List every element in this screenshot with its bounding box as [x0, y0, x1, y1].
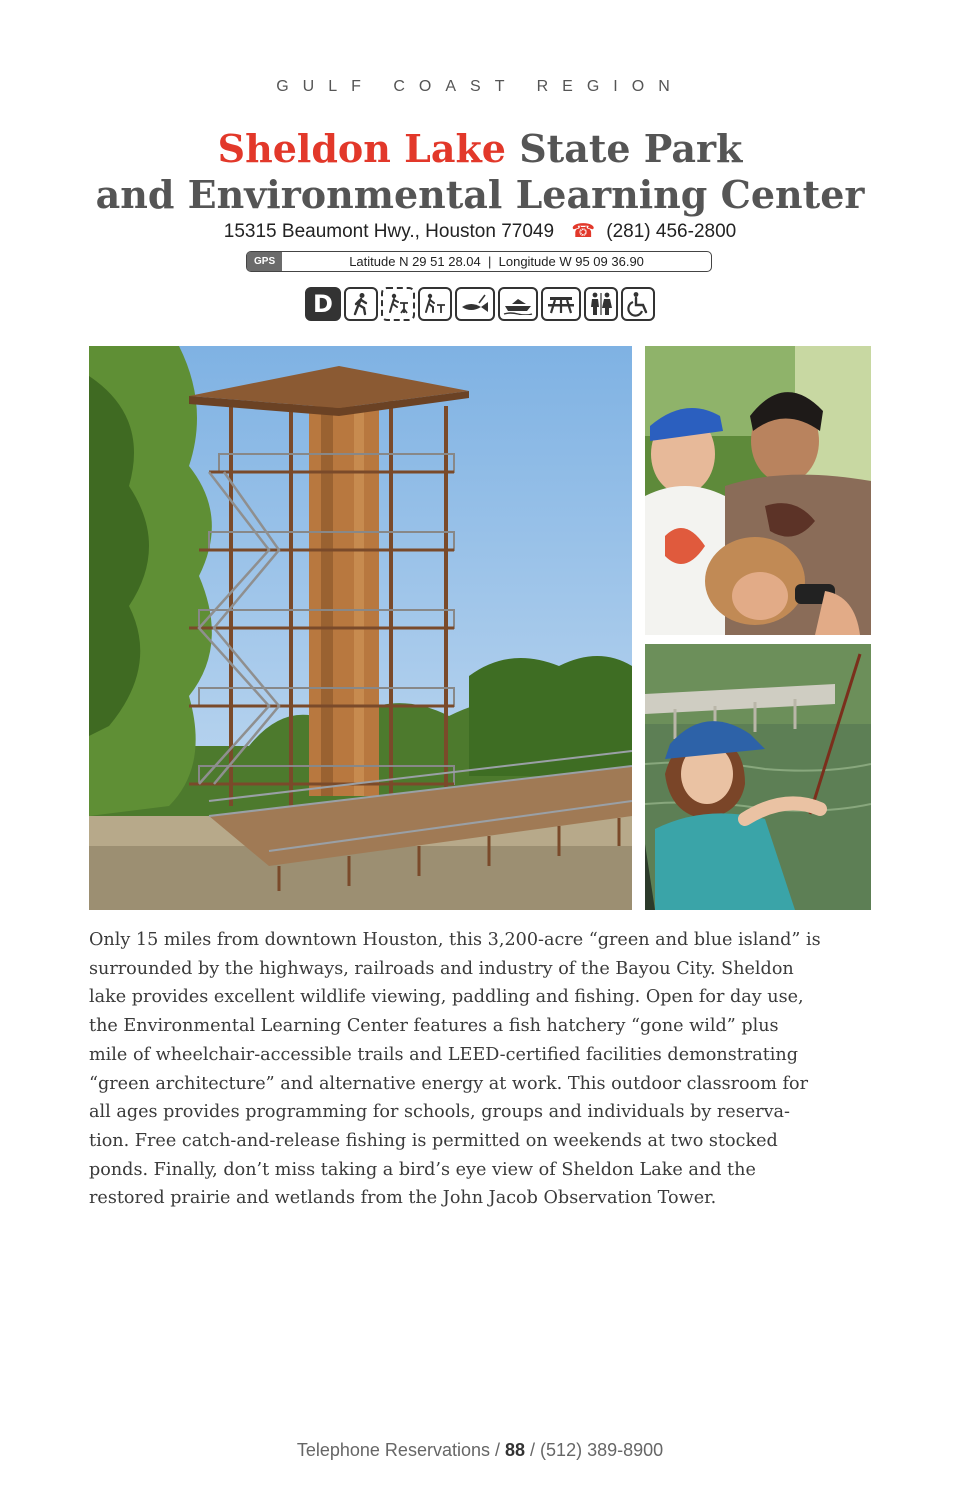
gps-badge: GPS [247, 252, 282, 271]
latitude: Latitude N 29 51 28.04 [349, 254, 481, 269]
nature-trail-icon [418, 287, 452, 321]
page-number: 88 [505, 1440, 526, 1460]
coord-separator: | [488, 254, 492, 269]
picnic-icon [541, 287, 581, 321]
description-line: lake provides excellent wildlife viewing, paddling and fishing. Open for day use, [89, 987, 804, 1008]
page-footer [0, 1440, 960, 1461]
description-line: ponds. Finally, don’t miss taking a bird’s eye view of Sheldon Lake and the [89, 1159, 756, 1180]
boating-icon [498, 287, 538, 321]
title-park-name: Sheldon Lake [217, 126, 506, 171]
description-line: “green architecture” and alternative energy at work. This outdoor classroom for [89, 1073, 809, 1094]
address-line [0, 220, 960, 243]
description-line: the Environmental Learning Center features a fish hatchery “gone wild” plus [89, 1016, 779, 1037]
description-line: mile of wheelchair-accessible trails and LEED-certified facilities demonstrating [89, 1044, 798, 1065]
title-park-type: State Park [519, 126, 743, 171]
amenity-icons [0, 287, 960, 321]
hiking-icon [344, 287, 378, 321]
observation-tower-photo [89, 346, 632, 910]
description-line: tion. Free catch-and-release fishing is permitted on weekends at two stocked [89, 1130, 778, 1151]
description-line: restored prairie and wetlands from the John Jacob Observation Tower. [89, 1188, 717, 1209]
kids-birdwatching-photo [645, 346, 871, 635]
page-subtitle: and Environmental Learning Center [95, 172, 865, 217]
day-use-icon: D [305, 287, 341, 321]
phone-icon: ☎ [571, 221, 595, 242]
interpretive-trail-icon [381, 287, 415, 321]
restrooms-icon [584, 287, 618, 321]
longitude: Longitude W 95 09 36.90 [498, 254, 644, 269]
description-line: surrounded by the highways, railroads and industry of the Bayou City. Sheldon [89, 958, 794, 979]
region-label: GULF COAST REGION [276, 78, 684, 95]
street-address: 15315 Beaumont Hwy., Houston 77049 [223, 221, 555, 242]
gps-coords-text [282, 254, 711, 269]
footer-phone: / (512) 389-8900 [530, 1440, 664, 1460]
accessible-icon [621, 287, 655, 321]
gps-coordinates [246, 251, 712, 272]
footer-label: Telephone Reservations / [296, 1440, 500, 1460]
fishing-icon [455, 287, 495, 321]
girl-fishing-photo [645, 644, 871, 910]
description-line: Only 15 miles from downtown Houston, this 3,200-acre “green and blue island” is [89, 930, 821, 950]
description-line: all ages provides programming for schools, groups and individuals by reserva- [89, 1102, 790, 1123]
phone-number: (281) 456-2800 [606, 221, 737, 242]
park-description [89, 926, 879, 1213]
page-title [0, 126, 960, 171]
